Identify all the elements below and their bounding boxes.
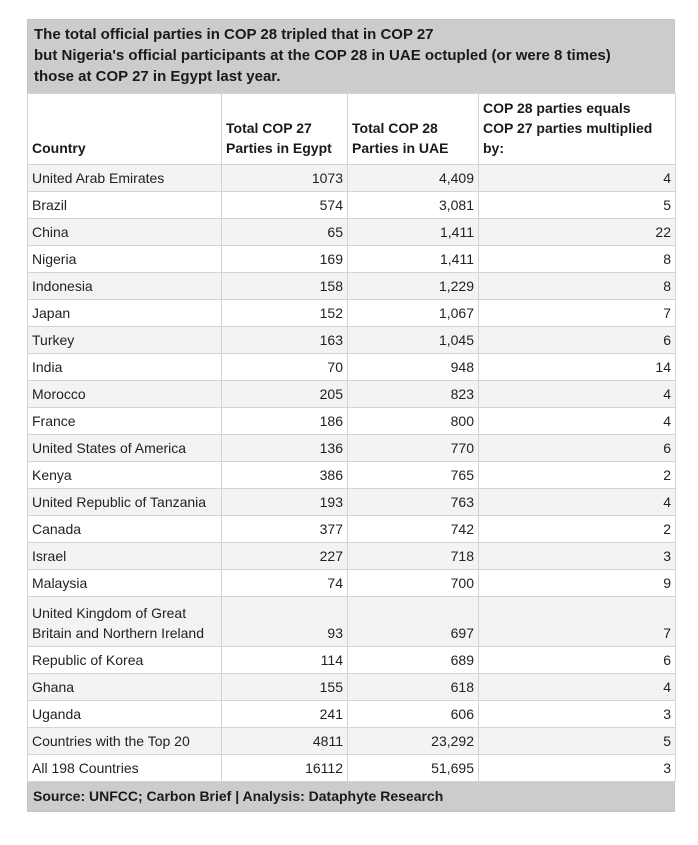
cell-cop27: 93	[222, 597, 348, 647]
table-row	[28, 381, 676, 408]
table-row	[28, 327, 676, 354]
cell-cop27: 205	[222, 381, 348, 408]
cell-multiplier: 6	[479, 647, 676, 674]
table-row	[28, 354, 676, 381]
cell-country: Nigeria	[28, 246, 222, 273]
cell-multiplier: 7	[479, 597, 676, 647]
cell-cop28: 689	[348, 647, 479, 674]
header-cop27-line: Parties in Egypt	[226, 140, 332, 156]
cell-multiplier: 4	[479, 165, 676, 192]
cell-country: Republic of Korea	[28, 647, 222, 674]
cell-country: France	[28, 408, 222, 435]
title-line: The total official parties in COP 28 tripled that in COP 27	[34, 26, 434, 43]
table-row	[28, 300, 676, 327]
cell-cop27: 241	[222, 701, 348, 728]
cell-multiplier: 3	[479, 701, 676, 728]
cell-country: Turkey	[28, 327, 222, 354]
cell-cop28: 700	[348, 570, 479, 597]
cell-multiplier: 4	[479, 674, 676, 701]
header-country-label: Country	[32, 140, 86, 156]
cell-cop27: 70	[222, 354, 348, 381]
header-row	[28, 94, 676, 165]
cell-cop28: 765	[348, 462, 479, 489]
cell-cop28: 697	[348, 597, 479, 647]
source-note	[27, 782, 675, 812]
cell-cop28: 763	[348, 489, 479, 516]
table-row	[28, 219, 676, 246]
table-row	[28, 543, 676, 570]
header-multiplier-line: COP 27 parties multiplied	[483, 120, 653, 136]
cell-multiplier: 4	[479, 381, 676, 408]
cell-country: Israel	[28, 543, 222, 570]
cell-country: United States of America	[28, 435, 222, 462]
cell-country: Canada	[28, 516, 222, 543]
cell-cop27: 377	[222, 516, 348, 543]
cell-cop28: 823	[348, 381, 479, 408]
cell-multiplier: 6	[479, 435, 676, 462]
header-cop28-line: Parties in UAE	[352, 140, 449, 156]
cell-cop27: 152	[222, 300, 348, 327]
cell-cop27: 114	[222, 647, 348, 674]
cell-cop27: 386	[222, 462, 348, 489]
table-row	[28, 597, 676, 647]
cell-cop28: 800	[348, 408, 479, 435]
cell-cop28: 1,411	[348, 219, 479, 246]
cell-cop28: 1,229	[348, 273, 479, 300]
cell-cop27: 158	[222, 273, 348, 300]
cell-country: United Arab Emirates	[28, 165, 222, 192]
cell-multiplier: 3	[479, 543, 676, 570]
cell-cop27: 4811	[222, 728, 348, 755]
header-cop27	[222, 94, 348, 165]
table-row	[28, 516, 676, 543]
cell-cop28: 1,067	[348, 300, 479, 327]
table-row	[28, 246, 676, 273]
cell-cop27: 193	[222, 489, 348, 516]
cell-cop27: 169	[222, 246, 348, 273]
title-line: but Nigeria's official participants at the COP 28 in UAE octupled (or were 8 times)	[34, 47, 611, 64]
header-cop27-line: Total COP 27	[226, 120, 312, 136]
cell-cop28: 4,409	[348, 165, 479, 192]
cell-multiplier: 7	[479, 300, 676, 327]
cell-cop27: 186	[222, 408, 348, 435]
table-row	[28, 647, 676, 674]
cell-multiplier: 4	[479, 489, 676, 516]
cell-multiplier: 2	[479, 516, 676, 543]
table-row	[28, 435, 676, 462]
header-multiplier-line: by:	[483, 140, 504, 156]
cell-multiplier: 2	[479, 462, 676, 489]
cell-country: India	[28, 354, 222, 381]
cell-multiplier: 5	[479, 192, 676, 219]
cell-multiplier: 3	[479, 755, 676, 782]
cell-multiplier: 22	[479, 219, 676, 246]
cell-cop27: 136	[222, 435, 348, 462]
data-table	[27, 93, 676, 782]
source-text: Source: UNFCC; Carbon Brief | Analysis: Dataphyte Research	[33, 788, 444, 804]
table-row	[28, 192, 676, 219]
table-row	[28, 701, 676, 728]
table-row	[28, 165, 676, 192]
cell-country: China	[28, 219, 222, 246]
cell-cop28: 51,695	[348, 755, 479, 782]
title-line: those at COP 27 in Egypt last year.	[34, 68, 281, 85]
table-row	[28, 408, 676, 435]
cell-country: Indonesia	[28, 273, 222, 300]
header-country	[28, 94, 222, 165]
cell-cop28: 948	[348, 354, 479, 381]
table-row	[28, 462, 676, 489]
cell-cop27: 16112	[222, 755, 348, 782]
cell-cop28: 618	[348, 674, 479, 701]
cell-cop28: 1,411	[348, 246, 479, 273]
cell-cop28: 742	[348, 516, 479, 543]
table-row	[28, 273, 676, 300]
cell-country: Japan	[28, 300, 222, 327]
table-row	[28, 489, 676, 516]
header-cop28	[348, 94, 479, 165]
cell-cop28: 3,081	[348, 192, 479, 219]
table-row	[28, 570, 676, 597]
header-cop28-line: Total COP 28	[352, 120, 438, 136]
table-row-total	[28, 728, 676, 755]
table-row	[28, 674, 676, 701]
header-multiplier	[479, 94, 676, 165]
cell-multiplier: 14	[479, 354, 676, 381]
cell-multiplier: 9	[479, 570, 676, 597]
cell-cop28: 718	[348, 543, 479, 570]
cell-country: Brazil	[28, 192, 222, 219]
cell-country: Morocco	[28, 381, 222, 408]
spreadsheet-table	[27, 19, 675, 812]
cell-country: United Kingdom of Great Britain and Northern Ireland	[28, 597, 222, 647]
table-title	[27, 19, 675, 93]
cell-country: Countries with the Top 20	[28, 728, 222, 755]
cell-multiplier: 8	[479, 273, 676, 300]
cell-multiplier: 5	[479, 728, 676, 755]
cell-country: All 198 Countries	[28, 755, 222, 782]
header-multiplier-line: COP 28 parties equals	[483, 100, 631, 116]
cell-multiplier: 8	[479, 246, 676, 273]
cell-multiplier: 6	[479, 327, 676, 354]
cell-cop27: 155	[222, 674, 348, 701]
cell-country: Malaysia	[28, 570, 222, 597]
cell-cop27: 163	[222, 327, 348, 354]
cell-cop27: 574	[222, 192, 348, 219]
cell-cop27: 65	[222, 219, 348, 246]
table-row-total	[28, 755, 676, 782]
cell-cop28: 23,292	[348, 728, 479, 755]
cell-country: United Republic of Tanzania	[28, 489, 222, 516]
cell-country: Uganda	[28, 701, 222, 728]
cell-cop27: 1073	[222, 165, 348, 192]
cell-cop27: 74	[222, 570, 348, 597]
cell-country: Kenya	[28, 462, 222, 489]
cell-cop27: 227	[222, 543, 348, 570]
cell-cop28: 770	[348, 435, 479, 462]
cell-cop28: 606	[348, 701, 479, 728]
cell-cop28: 1,045	[348, 327, 479, 354]
cell-multiplier: 4	[479, 408, 676, 435]
cell-country: Ghana	[28, 674, 222, 701]
